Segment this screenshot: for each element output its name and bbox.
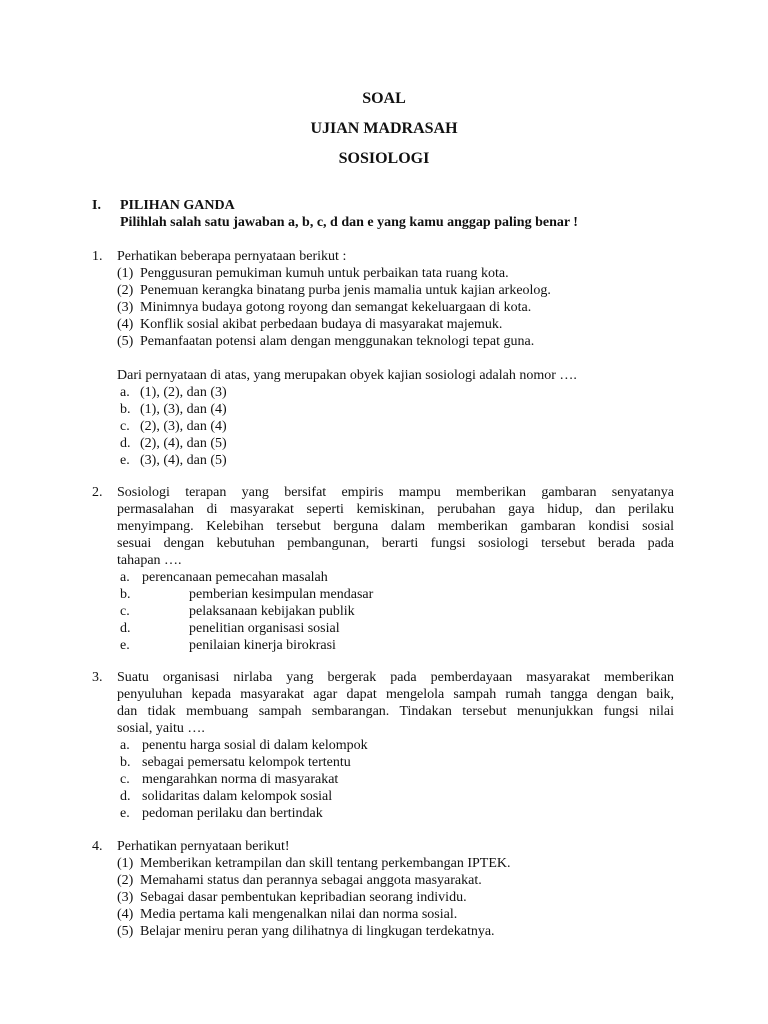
section-number: I. xyxy=(92,198,101,213)
q2-option-key: d. xyxy=(120,621,131,636)
q1-statement-number: (5) xyxy=(117,334,134,349)
q1-statement-number: (3) xyxy=(117,300,134,315)
q1-statement-number: (1) xyxy=(117,266,134,281)
q4-statement-number: (4) xyxy=(117,907,134,922)
q1-option-key: b. xyxy=(120,402,131,417)
q1-statement-text: Penemuan kerangka binatang purba jenis mamalia untuk kajian arkeolog. xyxy=(140,283,551,298)
q1-statement-number: (2) xyxy=(117,283,134,298)
q2-option-text: pelaksanaan kebijakan publik xyxy=(189,604,355,619)
q2-text-line: Sosiologi terapan yang bersifat empiris mampu memberikan gambaran senyatanya xyxy=(117,485,674,500)
q1-statement-text: Pemanfaatan potensi alam dengan menggunakan teknologi tepat guna. xyxy=(140,334,535,349)
q1-option-text: (2), (4), dan (5) xyxy=(140,436,227,451)
q1-option-text: (3), (4), dan (5) xyxy=(140,453,227,468)
section-instruction: Pilihlah salah satu jawaban a, b, c, d dan e yang kamu anggap paling benar ! xyxy=(120,215,578,230)
q3-text-line: sosial, yaitu …. xyxy=(117,721,205,736)
q1-statement-text: Penggusuran pemukiman kumuh untuk perbaikan tata ruang kota. xyxy=(140,266,509,281)
q4-intro: Perhatikan pernyataan berikut! xyxy=(117,839,290,854)
q3-number: 3. xyxy=(92,670,103,685)
q2-option-text: penelitian organisasi sosial xyxy=(189,621,340,636)
q3-option-key: a. xyxy=(120,738,130,753)
q4-number: 4. xyxy=(92,839,103,854)
q3-text-line: Suatu organisasi nirlaba yang bergerak pada pemberdayaan masyarakat memberikan xyxy=(117,670,674,685)
q4-statement-text: Memahami status dan perannya sebagai anggota masyarakat. xyxy=(140,873,482,888)
q1-intro: Perhatikan beberapa pernyataan berikut : xyxy=(117,249,347,264)
q1-option-key: e. xyxy=(120,453,130,468)
q2-option-key: a. xyxy=(120,570,130,585)
q4-statement-number: (2) xyxy=(117,873,134,888)
q2-option-key: c. xyxy=(120,604,130,619)
q2-text-line: sesuai dengan kebutuhan pembangunan, berarti fungsi sosiologi tersebut berada pada xyxy=(117,536,674,551)
q3-option-text: penentu harga sosial di dalam kelompok xyxy=(142,738,368,753)
q1-option-text: (1), (3), dan (4) xyxy=(140,402,227,417)
q2-text-line: tahapan …. xyxy=(117,553,182,568)
q2-option-key: b. xyxy=(120,587,131,602)
q3-option-text: pedoman perilaku dan bertindak xyxy=(142,806,323,821)
q1-statement-text: Konflik sosial akibat perbedaan budaya di masyarakat majemuk. xyxy=(140,317,503,332)
q3-text-line: penyuluhan kepada masyarakat agar dapat mengelola sampah rumah tangga dengan baik, xyxy=(117,687,674,702)
q1-option-text: (2), (3), dan (4) xyxy=(140,419,227,434)
doc-title-soal: SOAL xyxy=(362,90,406,107)
q3-option-text: sebagai pemersatu kelompok tertentu xyxy=(142,755,351,770)
q1-option-key: a. xyxy=(120,385,130,400)
q3-option-key: e. xyxy=(120,806,130,821)
q4-statement-number: (5) xyxy=(117,924,134,939)
q2-text-line: menyimpang. Kelebihan tersebut berguna dalam memberikan gambaran kondisi sosial xyxy=(117,519,674,534)
q1-question: Dari pernyataan di atas, yang merupakan obyek kajian sosiologi adalah nomor …. xyxy=(117,368,577,383)
q4-statement-number: (3) xyxy=(117,890,134,905)
q1-number: 1. xyxy=(92,249,103,264)
doc-title-exam: UJIAN MADRASAH xyxy=(310,120,458,137)
q1-statement-number: (4) xyxy=(117,317,134,332)
q1-option-key: c. xyxy=(120,419,130,434)
q3-option-key: c. xyxy=(120,772,130,787)
q4-statement-number: (1) xyxy=(117,856,134,871)
q4-statement-text: Memberikan ketrampilan dan skill tentang perkembangan IPTEK. xyxy=(140,856,511,871)
q2-text-line: permasalahan di masyarakat seperti kemiskinan, perubahan gaya hidup, dan perilaku xyxy=(117,502,674,517)
q3-option-text: solidaritas dalam kelompok sosial xyxy=(142,789,333,804)
q2-option-text: perencanaan pemecahan masalah xyxy=(142,570,328,585)
q3-text-line: dan tidak membuang sampah sembarangan. Tindakan tersebut menunjukkan fungsi nilai xyxy=(117,704,674,719)
section-title: PILIHAN GANDA xyxy=(120,198,235,213)
q1-statement-text: Minimnya budaya gotong royong dan semangat kekeluargaan di kota. xyxy=(140,300,532,315)
q2-option-text: pemberian kesimpulan mendasar xyxy=(189,587,374,602)
q3-option-key: b. xyxy=(120,755,131,770)
q2-number: 2. xyxy=(92,485,103,500)
q3-option-text: mengarahkan norma di masyarakat xyxy=(142,772,339,787)
q1-option-text: (1), (2), dan (3) xyxy=(140,385,227,400)
q4-statement-text: Belajar meniru peran yang dilihatnya di lingkugan terdekatnya. xyxy=(140,924,495,939)
q3-option-key: d. xyxy=(120,789,131,804)
doc-title-subject: SOSIOLOGI xyxy=(338,150,430,167)
q2-option-key: e. xyxy=(120,638,130,653)
q2-option-text: penilaian kinerja birokrasi xyxy=(189,638,336,653)
q1-option-key: d. xyxy=(120,436,131,451)
q4-statement-text: Media pertama kali mengenalkan nilai dan norma sosial. xyxy=(140,907,458,922)
q4-statement-text: Sebagai dasar pembentukan kepribadian seorang individu. xyxy=(140,890,467,905)
